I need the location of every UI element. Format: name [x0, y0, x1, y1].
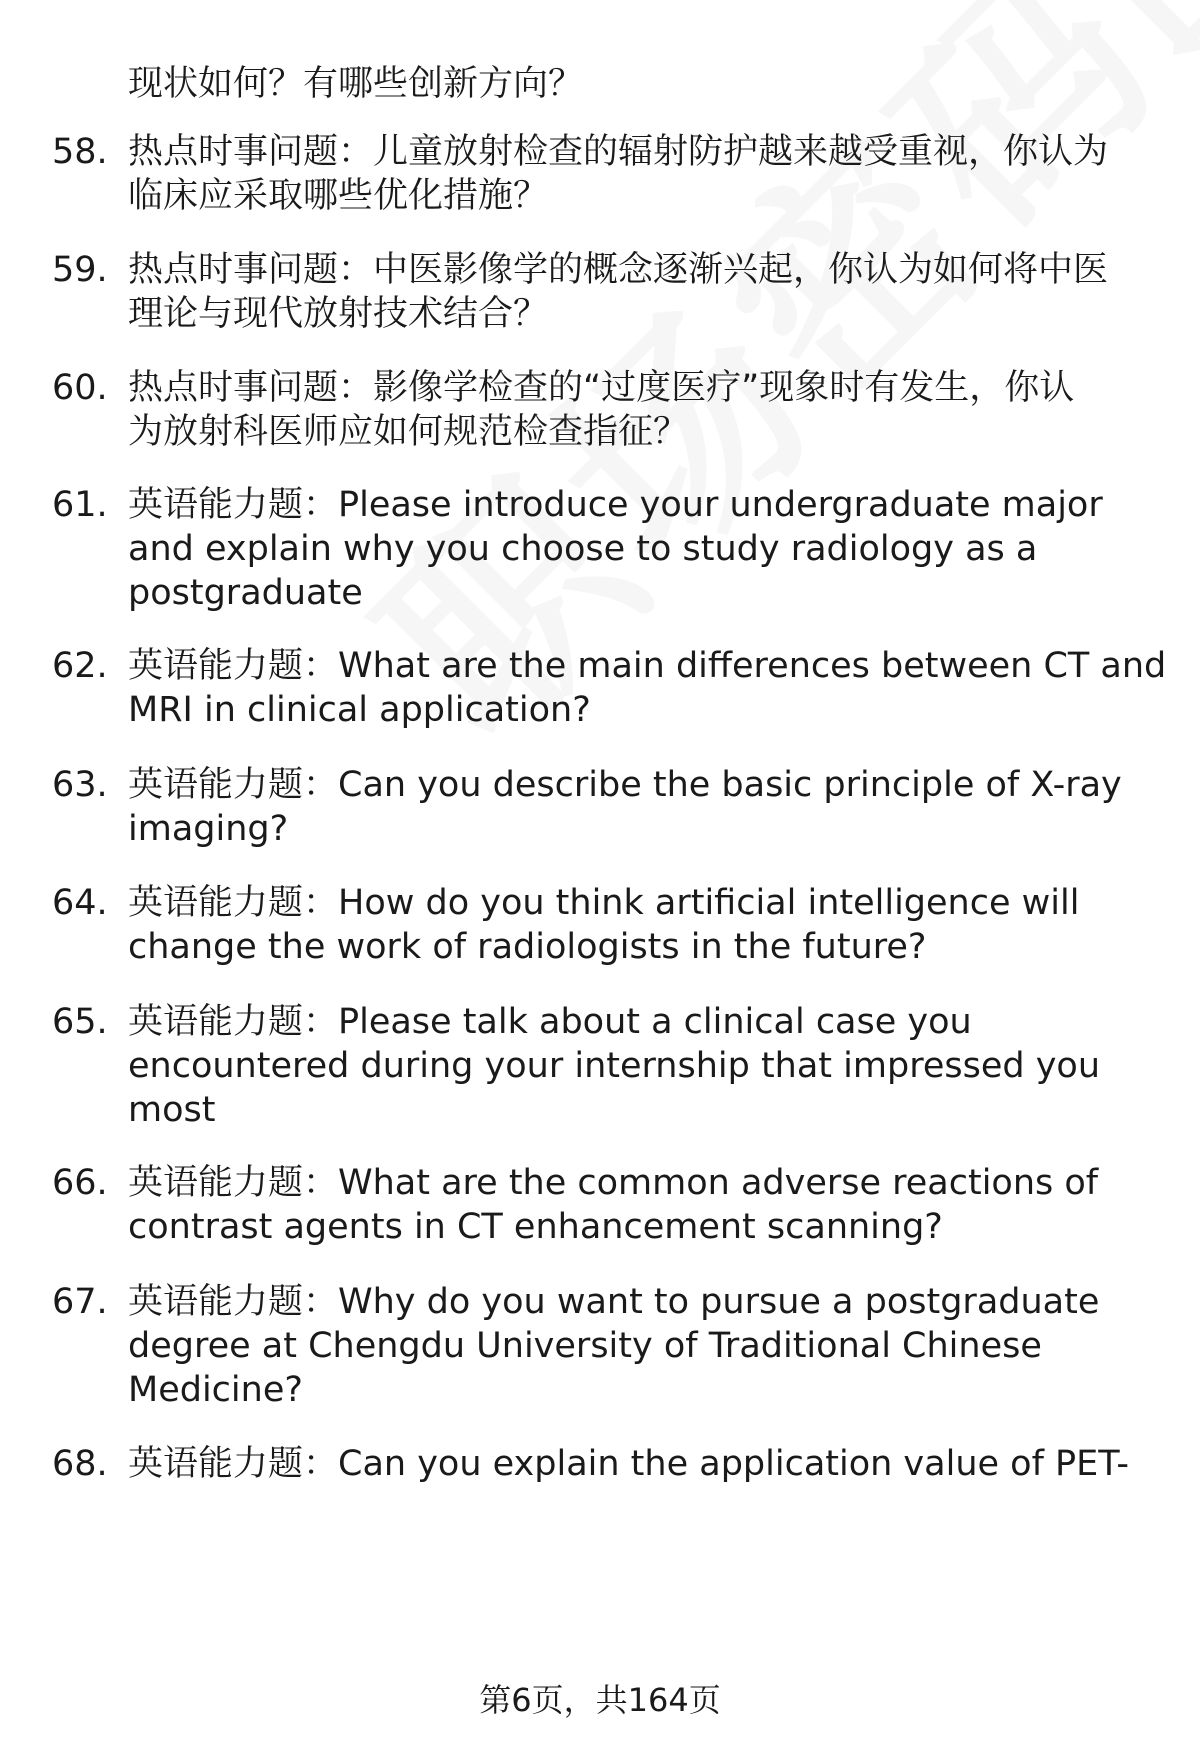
question-60-line-1: 热点时事问题：影像学检查的“过度医疗”现象时有发生，你认: [128, 368, 1075, 408]
question-64-line-2: change the work of radiologists in the future?: [128, 927, 927, 967]
question-number-59: 59.: [52, 250, 108, 290]
question-61-line-2: and explain why you choose to study radiology as a: [128, 529, 1038, 569]
question-number-58: 58.: [52, 132, 108, 172]
question-65-line-1: 英语能力题：Please talk about a clinical case you: [128, 1002, 972, 1042]
question-66-line-2: contrast agents in CT enhancement scanning?: [128, 1207, 943, 1247]
continuation-line: 现状如何？有哪些创新方向？: [128, 64, 584, 104]
question-number-67: 67.: [52, 1282, 108, 1322]
question-58-line-1: 热点时事问题：儿童放射检查的辐射防护越来越受重视，你认为: [128, 132, 1109, 172]
question-number-63: 63.: [52, 765, 108, 805]
question-61-line-1: 英语能力题：Please introduce your undergraduate major: [128, 485, 1103, 525]
question-59-line-2: 理论与现代放射技术结合？: [128, 294, 549, 334]
question-number-64: 64.: [52, 883, 108, 923]
question-number-62: 62.: [52, 646, 108, 686]
question-63-line-1: 英语能力题：Can you describe the basic principle of X-ray: [128, 765, 1122, 805]
question-number-61: 61.: [52, 485, 108, 525]
question-65-line-2: encountered during your internship that impressed you: [128, 1046, 1101, 1086]
question-59-line-1: 热点时事问题：中医影像学的概念逐渐兴起，你认为如何将中医: [128, 250, 1109, 290]
question-68-line-1: 英语能力题：Can you explain the application value of PET-: [128, 1444, 1130, 1484]
question-66-line-1: 英语能力题：What are the common adverse reactions of: [128, 1163, 1099, 1203]
question-number-68: 68.: [52, 1444, 108, 1484]
question-number-60: 60.: [52, 368, 108, 408]
question-number-65: 65.: [52, 1002, 108, 1042]
question-number-66: 66.: [52, 1163, 108, 1203]
question-61-line-3: postgraduate: [128, 573, 363, 613]
question-62-line-1: 英语能力题：What are the main differences between CT and: [128, 646, 1167, 686]
question-65-line-3: most: [128, 1090, 216, 1130]
question-67-line-1: 英语能力题：Why do you want to pursue a postgraduate: [128, 1282, 1100, 1322]
question-63-line-2: imaging?: [128, 809, 289, 849]
question-62-line-2: MRI in clinical application?: [128, 690, 591, 730]
question-58-line-2: 临床应采取哪些优化措施？: [128, 176, 549, 216]
question-67-line-2: degree at Chengdu University of Traditional Chinese: [128, 1326, 1042, 1366]
question-67-line-3: Medicine?: [128, 1370, 303, 1410]
page-footer: 第6页，共164页: [479, 1681, 721, 1719]
question-64-line-1: 英语能力题：How do you think artificial intelligence will: [128, 883, 1080, 923]
question-60-line-2: 为放射科医师应如何规范检查指征？: [128, 412, 689, 452]
